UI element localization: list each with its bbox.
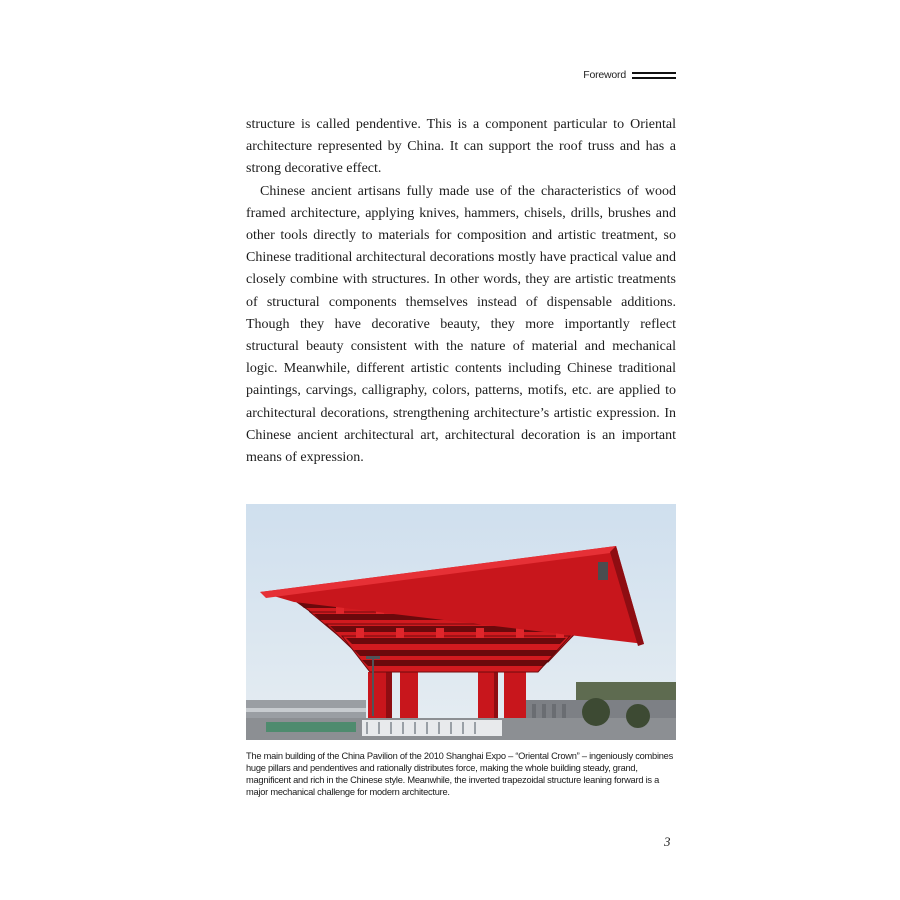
- page-number: 3: [664, 834, 671, 849]
- paragraph-1: structure is called pendentive. This is a component particular to Oriental architecture represented by China. It can support the roof truss and has a strong decorative effect.: [246, 117, 676, 177]
- running-header: [540, 68, 676, 82]
- paragraph-2: Chinese ancient artisans fully made use of the characteristics of wood framed architecture, applying knives, hammers, chisels, drills, brushes and other tools directly to materials for composition and artistic treatment, so Chinese traditional architectural decorations mostly have practical value and closely combine with structures. In other words, they are artistic treatments of structural components themselves instead of dispensable additions. Though they have decorative beauty, they more importantly reflect structural beauty consistent with the nature of material and mechanical logic. Meanwhile, different artistic contents including Chinese traditional paintings, carvings, calligraphy, colors, patterns, motifs, etc. are applied to architectural decorations, strengthening architecture’s artistic expression. In Chinese ancient architectural art, architectural decoration is an important means of expression.: [246, 183, 676, 466]
- section-title: Foreword: [583, 69, 626, 81]
- china-pavilion-photo: [246, 504, 676, 740]
- header-rule: [632, 72, 676, 79]
- body-text: [246, 114, 676, 469]
- figure-caption: The main building of the China Pavilion of the 2010 Shanghai Expo – “Oriental Crown” – ingeniously combines huge pillars and pendentives and rationally distributes force, making the whole building steady, grand, magnificent and rich in the Chinese style. Meanwhile, the inverted trapezoidal structure leaning forward is a major mechanical challenge for modern architecture.: [246, 751, 673, 797]
